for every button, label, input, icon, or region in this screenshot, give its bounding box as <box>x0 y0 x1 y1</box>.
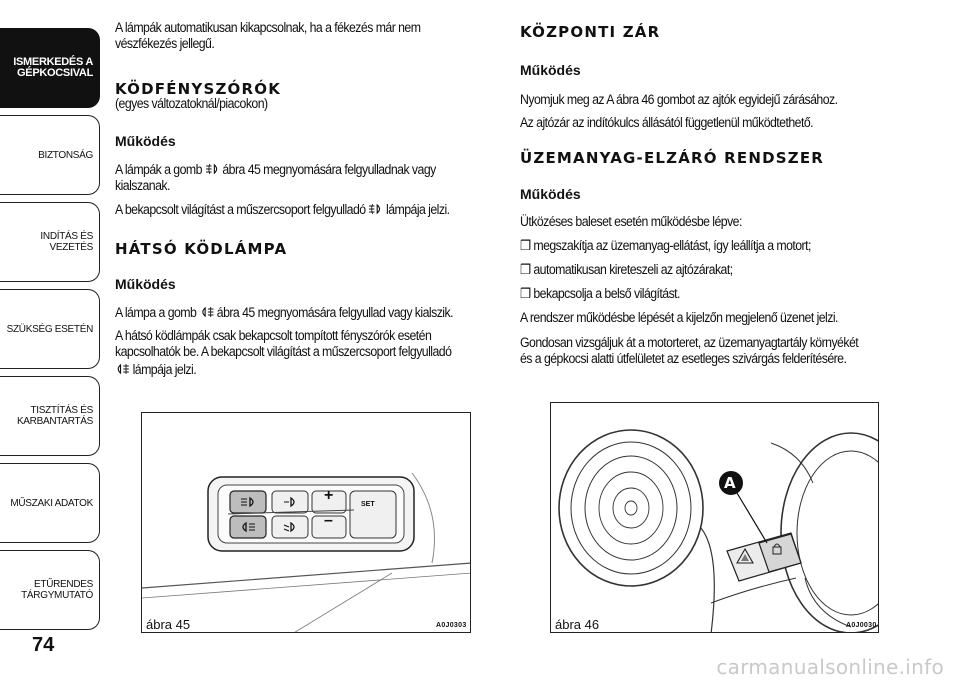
section-title-fog: KÖDFÉNYSZÓRÓK <box>115 80 282 98</box>
tab-label: SZÜKSÉG ESETÉN <box>6 323 93 335</box>
figure-46 <box>550 402 879 633</box>
minus-label: – <box>324 512 333 529</box>
figure-45-code: A0J0303 <box>436 622 467 629</box>
subheading-operation: Működés <box>115 276 176 292</box>
intro-line: vészfékezés jellegű. <box>115 36 215 51</box>
text: Ütközéses baleset esetén működésbe lépve: <box>520 214 742 229</box>
list-item <box>520 286 680 301</box>
text: Nyomjuk meg az A ábra 46 gombot az ajtók egyidejű zárásához. <box>520 92 838 107</box>
rear-paragraph-end <box>115 362 196 377</box>
text: A lámpa a gomb <box>115 305 197 320</box>
figure-45-caption: ábra 45 <box>146 617 191 632</box>
tab-label: INDÍTÁS ÉS VEZETÉS <box>40 231 93 253</box>
rear-fog-light-icon <box>115 363 130 375</box>
figure-46-caption: ábra 46 <box>555 617 600 632</box>
tab-label: MŰSZAKI ADATOK <box>10 497 93 509</box>
dashboard-vents-illustration <box>551 403 879 633</box>
text: kialszanak. <box>115 178 170 193</box>
figure-45 <box>141 412 471 633</box>
text: és a gépkocsi alatti útfelületet az esetleges szivárgás felderítésére. <box>520 351 847 366</box>
tab-szukseg[interactable] <box>0 289 100 369</box>
tab-muszaki[interactable] <box>0 463 100 543</box>
text: A lámpák a gomb <box>115 162 202 177</box>
section-title-rear-fog: HÁTSÓ KÖDLÁMPA <box>115 240 288 258</box>
text: bekapcsolja a belső világítást. <box>533 286 680 301</box>
subheading-operation: Működés <box>115 133 176 149</box>
rear-paragraph <box>115 305 453 320</box>
fog-paragraph-2 <box>115 202 450 217</box>
tab-label: ISMERKEDÉS A GÉPKOCSIVAL <box>13 56 93 79</box>
bullet-icon: ❒ <box>520 238 531 253</box>
tab-label: ETŰRENDES TÁRGYMUTATÓ <box>21 579 93 601</box>
light-switch-panel-illustration <box>142 413 471 633</box>
tab-ismerkedes[interactable] <box>0 28 100 108</box>
figure-46-code: A0J0030 <box>846 622 877 629</box>
list-item <box>520 238 811 253</box>
tab-tisztitas[interactable] <box>0 376 100 456</box>
section-title-central-lock: KÖZPONTI ZÁR <box>520 23 661 41</box>
section-subtitle: (egyes változatoknál/piacokon) <box>115 96 268 111</box>
set-label: SET <box>361 501 375 508</box>
text: ábra 45 megnyomására felgyulladnak vagy <box>222 162 436 177</box>
tab-inditas[interactable] <box>0 202 100 282</box>
text: ábra 45 megnyomására felgyullad vagy kialszik. <box>216 305 453 320</box>
subheading-operation: Működés <box>520 186 581 202</box>
fog-paragraph <box>115 162 436 177</box>
tab-label: BIZTONSÁG <box>38 149 93 161</box>
text: lámpája jelzi. <box>386 202 450 217</box>
front-fog-light-icon <box>205 163 220 175</box>
plus-label: + <box>324 487 334 504</box>
watermark: carmanualsonline.info <box>716 655 944 679</box>
tab-label: TISZTÍTÁS ÉS KARBANTARTÁS <box>16 405 93 427</box>
text: kapcsolhatók be. A bekapcsolt világítást a műszercsoport felgyulladó <box>115 344 452 359</box>
callout-marker-a: A <box>724 474 736 492</box>
chapter-sidebar <box>0 0 100 686</box>
subheading-operation: Működés <box>520 62 581 78</box>
intro-line: A lámpák automatikusan kikapcsolnak, ha a fékezés már nem <box>115 20 421 35</box>
rear-fog-light-icon <box>199 306 214 318</box>
text: A rendszer működésbe lépését a kijelzőn megjelenő üzenet jelzi. <box>520 310 838 325</box>
text: A hátsó ködlámpák csak bekapcsolt tompított fényszórók esetén <box>115 328 432 343</box>
section-title-fuel-cutoff: ÜZEMANYAG-ELZÁRÓ RENDSZER <box>520 149 825 167</box>
text: Az ajtózár az indítókulcs állásától függetlenül működtethető. <box>520 115 813 130</box>
bullet-icon: ❒ <box>520 286 531 301</box>
text: Gondosan vizsgáljuk át a motorteret, az üzemanyagtartály környékét <box>520 335 859 350</box>
text: lámpája jelzi. <box>132 362 197 377</box>
text: megszakítja az üzemanyag-ellátást, így leállítja a motort; <box>533 238 811 253</box>
text: A bekapcsolt világítást a műszercsoport felgyulladó <box>115 202 366 217</box>
text: automatikusan kireteszeli az ajtózárakat; <box>533 262 733 277</box>
tab-targymutato[interactable] <box>0 550 100 630</box>
page-number: 74 <box>32 634 55 656</box>
list-item <box>520 262 733 277</box>
tab-biztonsag[interactable] <box>0 115 100 195</box>
front-fog-light-icon <box>368 203 383 215</box>
bullet-icon: ❒ <box>520 262 531 277</box>
